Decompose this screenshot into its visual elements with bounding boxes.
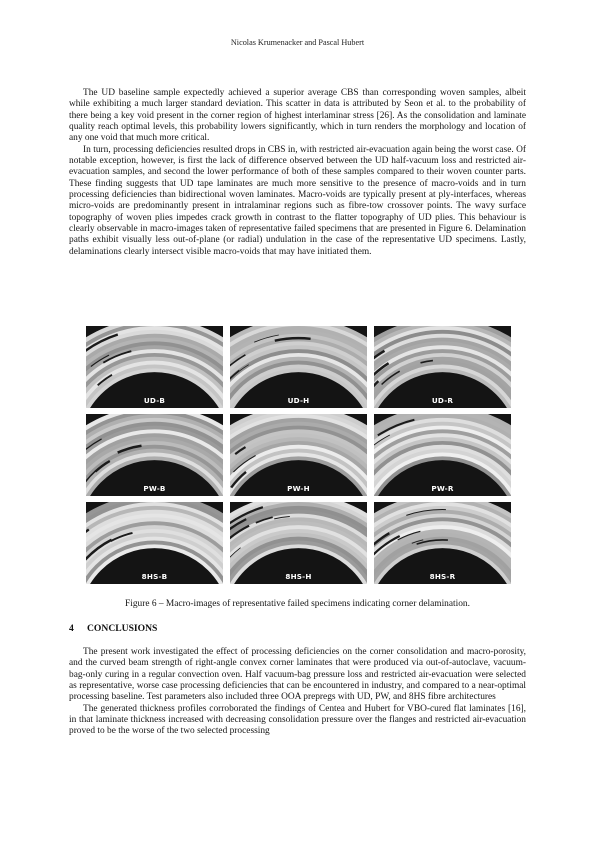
panel-label: 8HS-B (141, 572, 168, 581)
panel-label: UD-R (431, 396, 454, 405)
macro-image-panel (86, 502, 223, 584)
panel-label: 8HS-R (429, 572, 456, 581)
macro-image-panel (374, 326, 511, 408)
section-number: 4 (69, 623, 74, 634)
macro-image-panel (86, 326, 223, 408)
panel-label: PW-R (431, 484, 454, 493)
macro-image-panel (230, 502, 367, 584)
macro-image-panel (230, 326, 367, 408)
panel-label: 8HS-H (285, 572, 312, 581)
panel-label: PW-B (143, 484, 166, 493)
macro-image-panel (230, 414, 367, 496)
macro-image-panel (374, 502, 511, 584)
panel-label: UD-H (287, 396, 310, 405)
panel-label: UD-B (143, 396, 166, 405)
figure-caption: Figure 6 – Macro-images of representative failed specimens indicating corner delamination. (125, 599, 470, 609)
paragraph: The generated thickness profiles corroborated the findings of Centea and Hubert for VBO-cured flat laminates [16], in that laminate thickness increased with decreasing consolidation pressure over the flanges and restricted air-evacuation proved to be the worse of the two selected processing (69, 703, 526, 737)
section-title: CONCLUSIONS (87, 623, 158, 634)
figure-6 (86, 326, 514, 584)
macro-image-panel (374, 414, 511, 496)
running-header: Nicolas Krumenacker and Pascal Hubert (230, 38, 365, 47)
body-text-bottom (69, 647, 526, 738)
macro-image-panel (86, 414, 223, 496)
panel-label: PW-H (287, 484, 310, 493)
paragraph: The present work investigated the effect of processing deficiencies on the corner consolidation and macro-porosity, and the curved beam strength of right-angle convex corner laminates that were produced via out-of-autoclave, vacuum-bag-only curing in a regular convection oven. Half vacuum-bag pressure loss and restricted air-evacuation were selected as representative, worse case processing deficiencies that can be encountered in industry, and compared to a near-optimal processing baseline. Test parameters also included three OOA prepregs with UD, PW, and 8HS fibre architectures (69, 647, 526, 703)
section-heading (69, 623, 157, 634)
paragraph: The UD baseline sample expectedly achieved a superior average CBS than corresponding woven samples, albeit while exhibiting a much larger standard deviation. This scatter in data is attributed by Seon et al. to the probability of there being a key void present in the corner region of highest interlaminar stress [26]. As the consolidation and laminate quality reach optimal levels, this probability lowers significantly, which in turn renders the morphology and location of any one void that much more critical. (69, 88, 526, 144)
paragraph: In turn, processing deficiencies resulted drops in CBS in, with restricted air-evacuation again being the worst case. Of notable exception, however, is first the lack of difference observed between the UD half-vacuum loss and restricted air-evacuation samples, and second the lower performance of both of these samples compared to their woven counter parts. These finding suggests that UD tape laminates are much more sensitive to the presence of macro-voids and in turn processing deficiencies than bidirectional woven laminates. Macro-voids are typically present at ply-interfaces, whereas micro-voids are predominantly present in intralaminar regions such as fibre-tow crossover points. The wavy surface topography of woven plies impedes crack growth in contrast to the flatter topography of UD plies. This behaviour is clearly observable in macro-images taken of representative failed specimens that are presented in Figure 6. Delamination paths exhibit visually less out-of-plane (or radial) undulation in the case of the representative UD specimens. Lastly, delaminations clearly intersect visible macro-voids that may have initiated them. (69, 144, 526, 257)
body-text-top (69, 88, 526, 258)
